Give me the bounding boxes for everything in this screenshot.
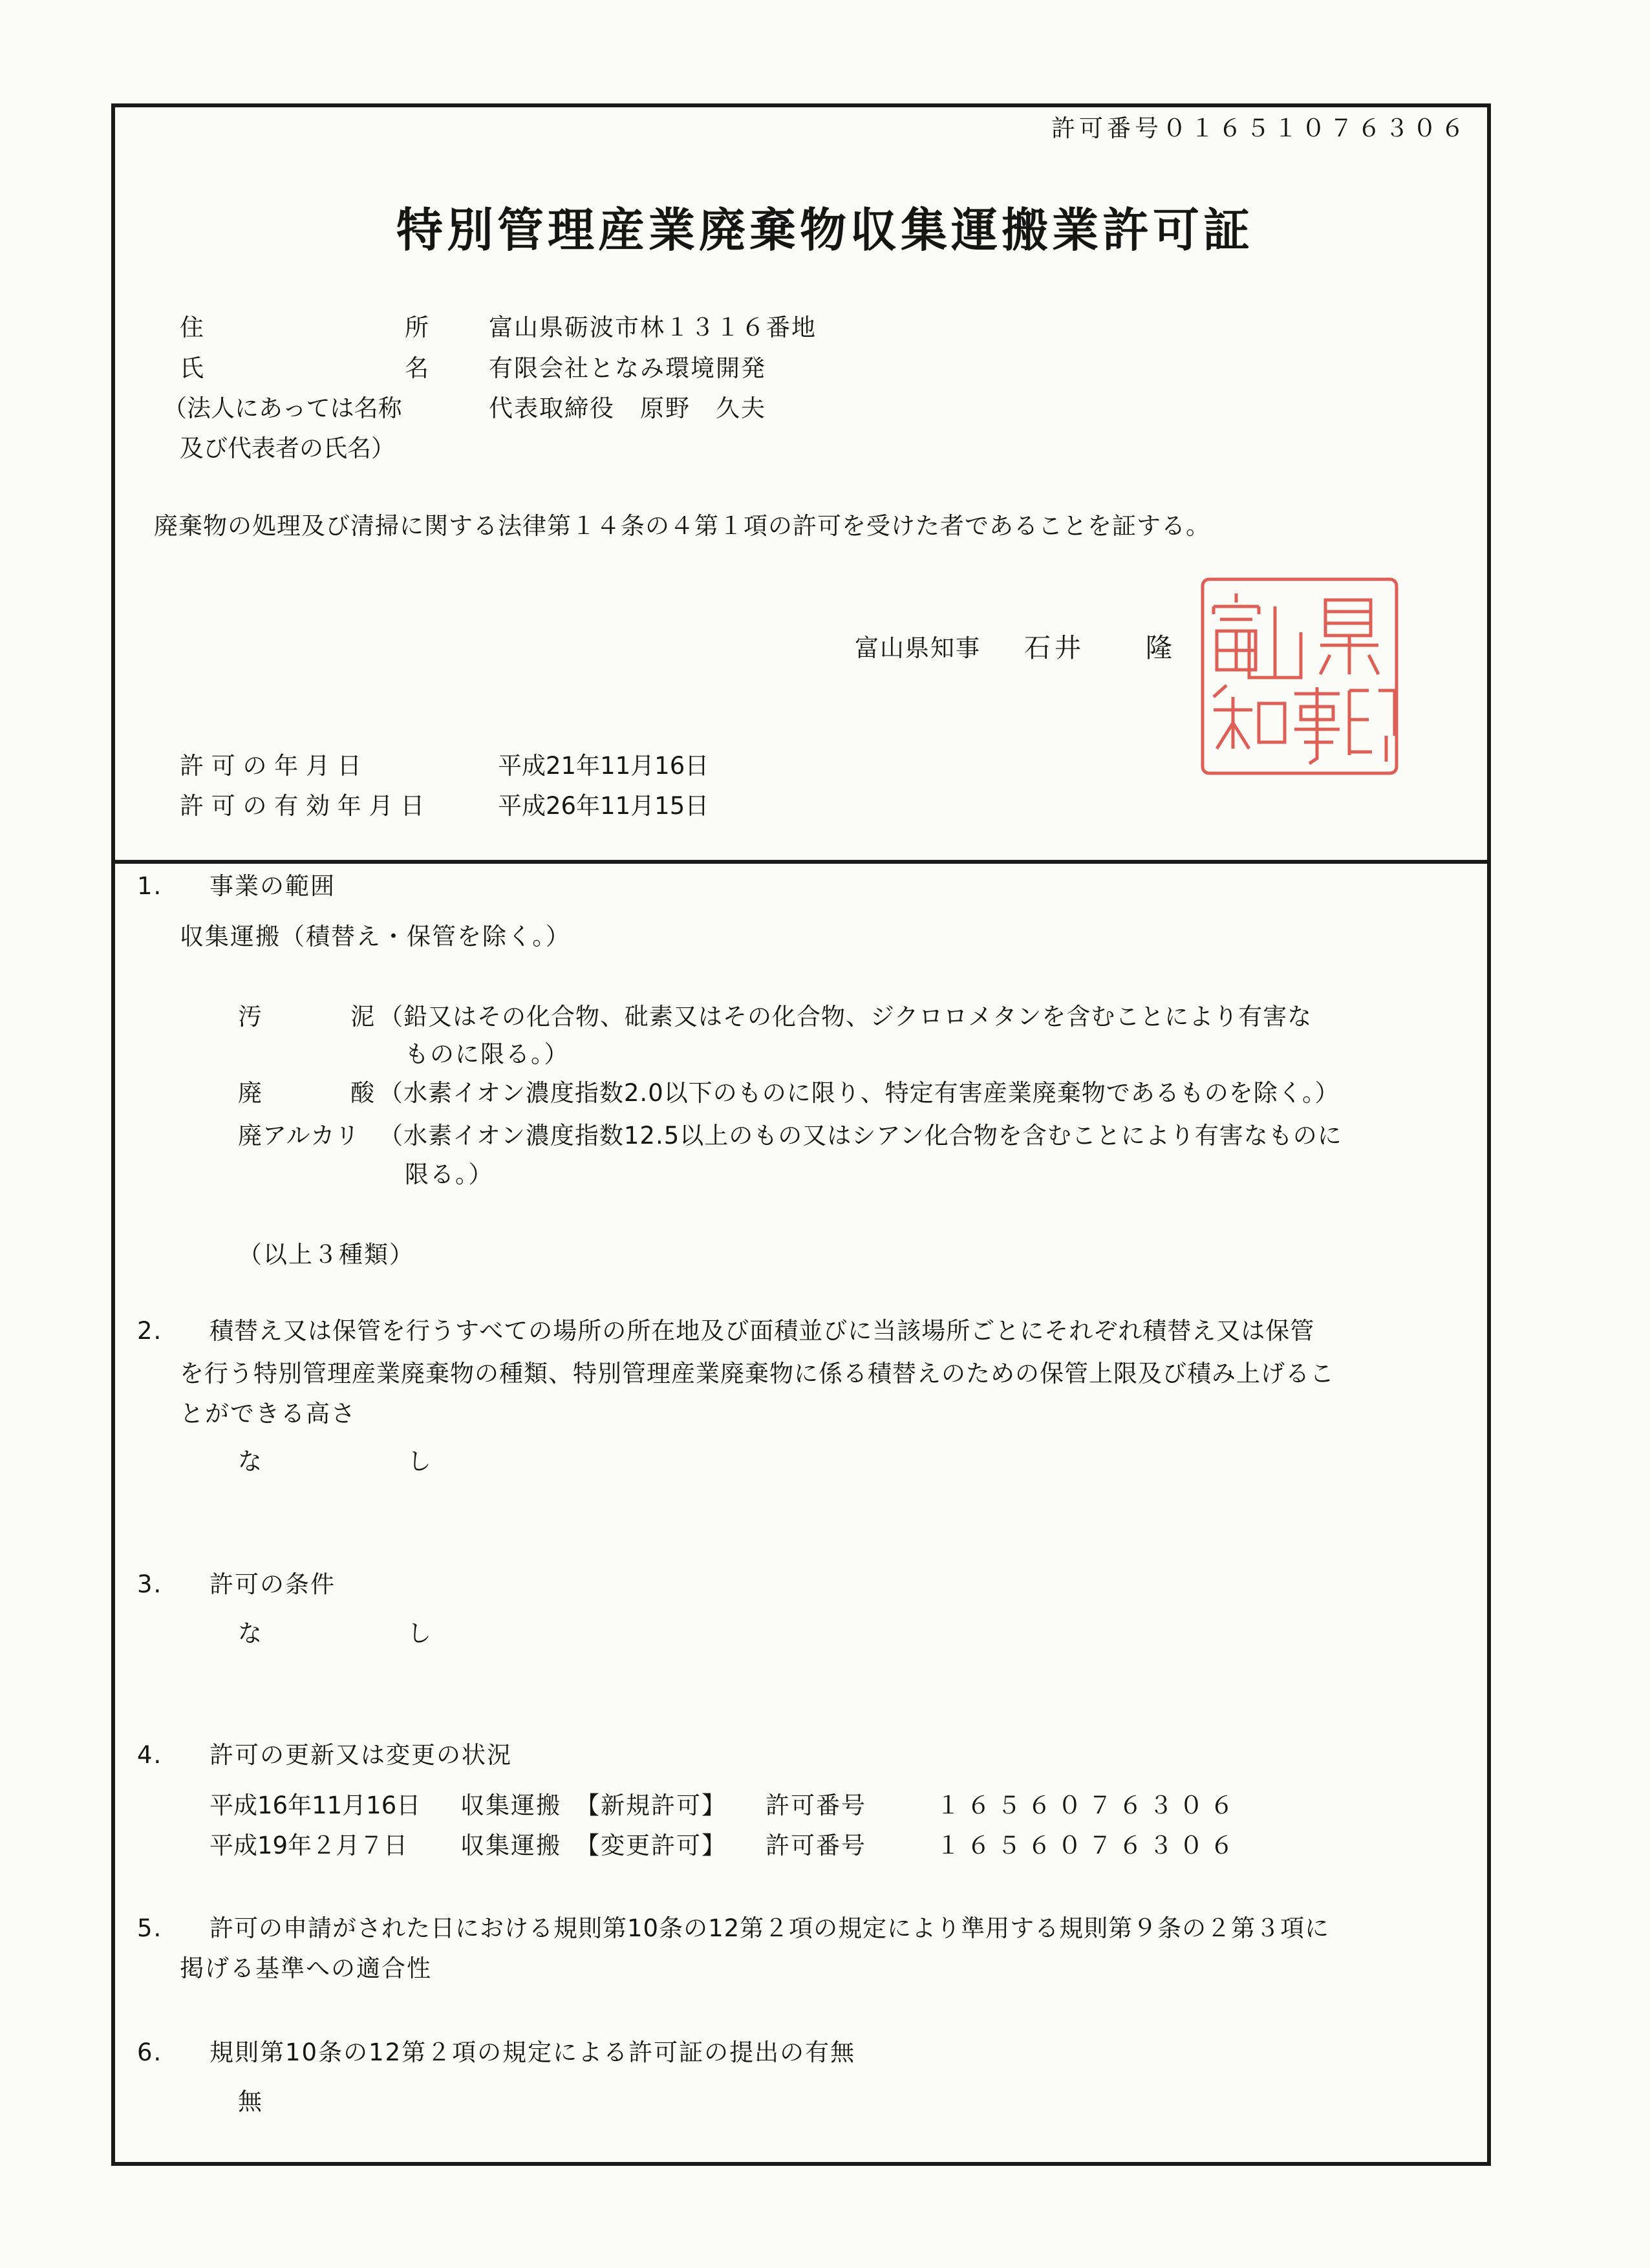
section-4-number: 4. [137,1741,163,1769]
address-label-char-2: 所 [405,314,430,341]
history-label: 許可番号 [766,1832,866,1859]
history-number: １６５６０７６３０６ [936,1792,1240,1819]
section-3-heading: 許可の条件 [209,1570,336,1598]
issuer-title: 富山県知事 [855,634,981,662]
waste-item-description: （水素イオン濃度指数12.5以上のもの又はシアン化合物を含むことにより有害なものに [379,1122,1342,1150]
section-2-text: を行う特別管理産業廃棄物の種類、特別管理産業廃棄物に係る積替えのための保管上限及び積み上げるこ [180,1360,1334,1387]
permit-number: 許可番号０１６５１０７６３０６ [1051,114,1468,142]
name-value: 有限会社となみ環境開発 [489,354,766,382]
name-label-char-1: 氏 [180,354,205,382]
corp-note-line-2: 及び代表者の氏名） [180,434,395,462]
official-seal [1197,574,1402,778]
section-3-answer: な [238,1620,263,1647]
section-2-number: 2. [137,1317,163,1345]
certification-text: 廃棄物の処理及び清掃に関する法律第１４条の４第１項の許可を受けた者であることを証する。 [154,512,1210,540]
section-5-text: 許可の申請がされた日における規則第10条の12第２項の規定により準用する規則第９条の２第３項に [209,1914,1330,1942]
section-6-number: 6. [137,2038,163,2066]
history-kind: 【新規許可】 [575,1792,727,1819]
history-kind: 【変更許可】 [575,1832,727,1859]
section-1-heading: 事業の範囲 [209,872,336,900]
section-2-answer: し [407,1448,433,1475]
history-number: １６５６０７６３０６ [936,1832,1240,1859]
history-label: 許可番号 [766,1792,866,1819]
representative-name: 代表取締役 原野 久夫 [489,394,766,422]
valid-until-label: 許 可 の 有 効 年 月 日 [180,792,425,820]
section-3-answer: し [407,1620,433,1647]
issuer-name: 石井 隆 [1024,632,1176,663]
history-date: 平成19年２月７日 [209,1832,408,1859]
waste-item-label: 汚 [238,1003,263,1031]
section-3-number: 3. [137,1570,163,1598]
corp-note-line-1: （法人にあっては名称 [163,394,402,422]
section-1-scope: 収集運搬（積替え・保管を除く。） [180,923,571,950]
section-4-heading: 許可の更新又は変更の状況 [209,1741,512,1769]
section-2-text: 積替え又は保管を行うすべての場所の所在地及び面積並びに当該場所ごとにそれぞれ積替え又は保管 [209,1317,1315,1345]
valid-until-date: 平成26年11月15日 [498,792,709,820]
waste-item-label: 廃 [238,1079,263,1107]
section-divider [111,860,1491,864]
waste-item-label: 酸 [350,1079,376,1107]
section-2-text: とができる高さ [180,1400,356,1428]
waste-item-description: （鉛又はその化合物、砒素又はその化合物、ジクロロメタンを含むことにより有害な [379,1003,1312,1031]
history-date: 平成16年11月16日 [209,1792,421,1819]
section-1-number: 1. [137,872,163,900]
waste-item-label: 泥 [350,1003,376,1031]
permit-date: 平成21年11月16日 [498,752,709,780]
section-6-answer: 無 [238,2088,263,2115]
section-5-number: 5. [137,1914,163,1942]
waste-item-description: （水素イオン濃度指数2.0以下のものに限り、特定有害産業廃棄物であるものを除く。） [379,1079,1340,1107]
document-title: 特別管理産業廃棄物収集運搬業許可証 [396,203,1254,257]
section-1-count: （以上３種類） [238,1241,414,1268]
section-6-heading: 規則第10条の12第２項の規定による許可証の提出の有無 [209,2038,856,2066]
waste-item-description: ものに限る。） [405,1040,570,1068]
permit-date-label: 許 可 の 年 月 日 [180,752,361,780]
address-value: 富山県砺波市林１３１６番地 [489,314,817,341]
waste-item-label: 廃アルカリ [238,1122,360,1150]
history-type: 収集運搬 [460,1792,561,1819]
address-label-char-1: 住 [180,314,205,341]
name-label-char-2: 名 [405,354,430,382]
section-2-answer: な [238,1448,263,1475]
section-5-text: 掲げる基準への適合性 [180,1954,432,1982]
history-type: 収集運搬 [460,1832,561,1859]
waste-item-description: 限る。） [405,1161,494,1188]
